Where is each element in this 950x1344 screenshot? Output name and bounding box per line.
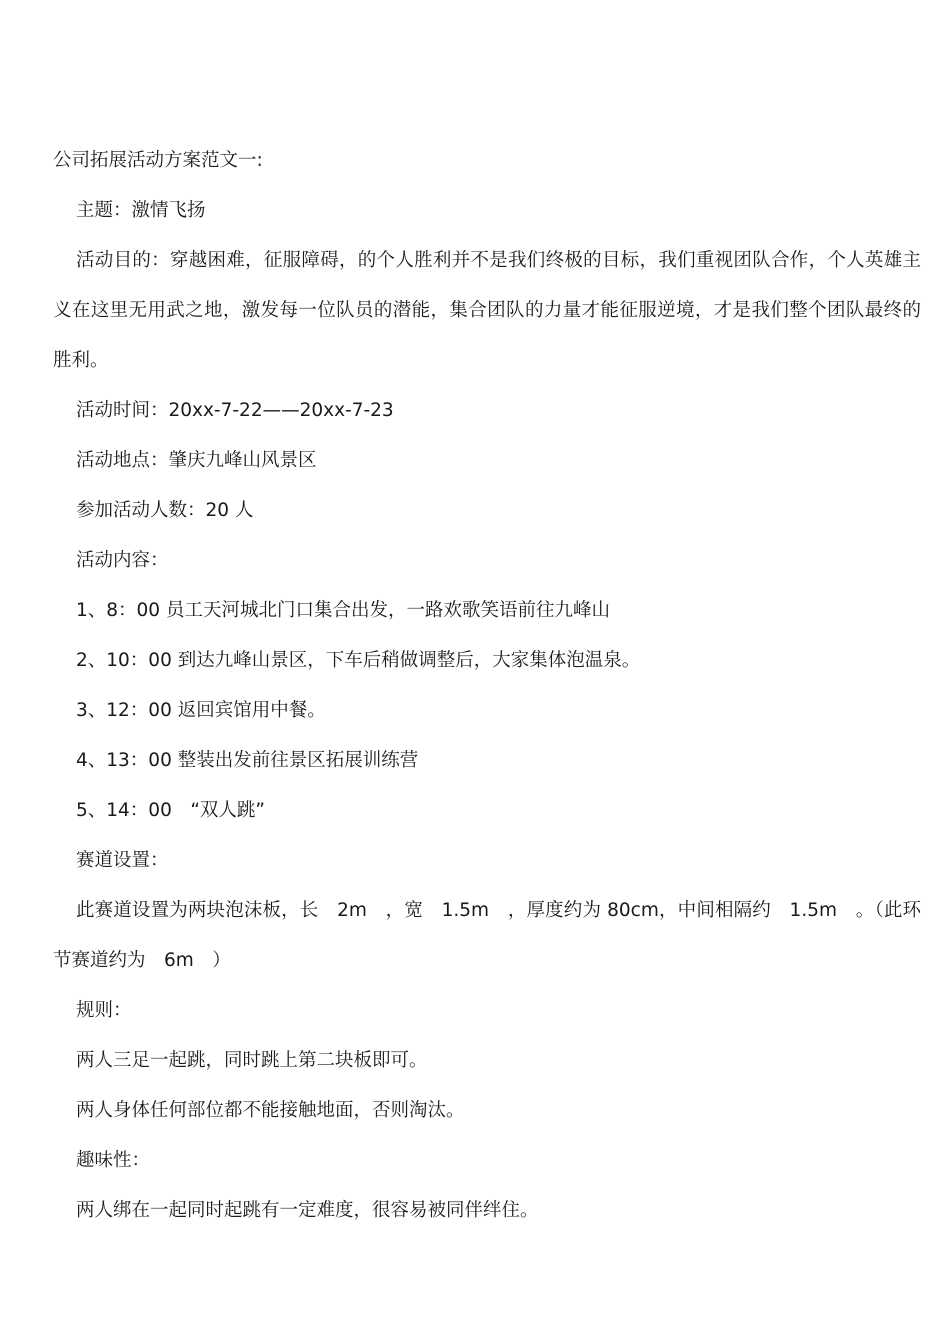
paragraph-track-setup: 此赛道设置为两块泡沫板，长 2m ，宽 1.5m ，厚度约为 80cm，中间相隔约 1.5m 。（此环节赛道约为 6m ）	[53, 900, 921, 971]
paragraph-theme: 主题：激情飞扬	[76, 200, 206, 221]
paragraph-content-heading: 活动内容：	[76, 550, 169, 571]
document-body	[53, 136, 921, 1236]
paragraph-fun-heading: 趣味性：	[76, 1150, 151, 1171]
paragraph-location: 活动地点：肇庆九峰山风景区	[76, 450, 317, 471]
paragraph-rule-2: 两人身体任何部位都不能接触地面，否则淘汰。	[76, 1100, 465, 1121]
document-heading: 公司拓展活动方案范文一:	[53, 150, 263, 171]
schedule-item-2: 2、10：00 到达九峰山景区，下车后稍做调整后，大家集体泡温泉。	[76, 650, 641, 671]
paragraph-track-heading: 赛道设置：	[76, 850, 169, 871]
paragraph-purpose: 活动目的：穿越困难，征服障碍，的个人胜利并不是我们终极的目标，我们重视团队合作，个人英雄主义在这里无用武之地，激发每一位队员的潜能，集合团队的力量才能征服逆境，才是我们整个团队最终的胜利。	[53, 250, 921, 371]
paragraph-time: 活动时间：20xx-7-22——20xx-7-23	[76, 400, 394, 421]
paragraph-rules-heading: 规则：	[76, 1000, 132, 1021]
schedule-item-3: 3、12：00 返回宾馆用中餐。	[76, 700, 326, 721]
schedule-item-4: 4、13：00 整装出发前往景区拓展训练营	[76, 750, 419, 771]
paragraph-participants: 参加活动人数：20 人	[76, 500, 254, 521]
paragraph-rule-1: 两人三足一起跳，同时跳上第二块板即可。	[76, 1050, 428, 1071]
schedule-item-5: 5、14：00 “双人跳”	[76, 800, 266, 821]
schedule-item-1: 1、8：00 员工天河城北门口集合出发，一路欢歌笑语前往九峰山	[76, 600, 610, 621]
paragraph-fun-text: 两人绑在一起同时起跳有一定难度，很容易被同伴绊住。	[76, 1200, 539, 1221]
